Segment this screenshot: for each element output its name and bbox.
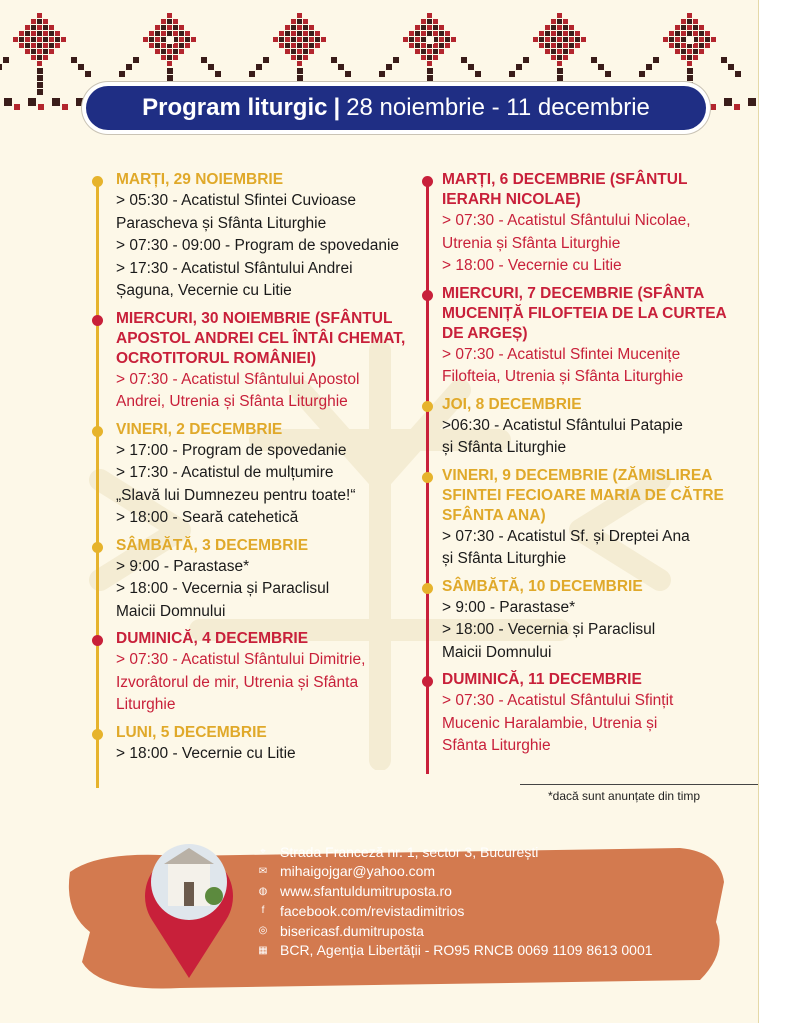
day-title: MIERCURI, 30 NOIEMBRIE (SFÂNTUL APOSTOL ANDREI CEL ÎNTÂI CHEMAT, OCROTITORUL ROMÂNIEI) [116, 309, 406, 367]
day-entry [94, 723, 424, 766]
event-line: Utrenia și Sfânta Liturghie [442, 234, 621, 252]
contact-text[interactable]: mihaigojgar@yahoo.com [280, 863, 436, 880]
event-line: > 07:30 - Acatistul Sf. și Dreptei Ana [442, 527, 690, 545]
day-title: DUMINICĂ, 11 DECEMBRIE [442, 671, 642, 688]
contact-text: Strada Franceză nr. 1, sector 3, București [280, 843, 539, 860]
facebook-icon: f [261, 905, 265, 917]
contact-row [256, 862, 653, 881]
title-banner [86, 86, 706, 130]
event-line: > 18:00 - Vecernie cu Litie [116, 744, 296, 762]
event-line: > 07:30 - Acatistul Sfântului Apostol [116, 370, 360, 388]
event-line: > 07:30 - Acatistul Sfintei Mucenițe [442, 345, 681, 363]
contact-info [256, 842, 653, 961]
day-entry [424, 466, 744, 571]
day-title: MARȚI, 29 NOIEMBRIE [116, 171, 284, 188]
event-line: și Sfânta Liturghie [442, 550, 567, 567]
bank-icon: ▦ [258, 944, 268, 956]
day-entry [94, 170, 424, 303]
footnote: *dacă sunt anunțate din timp [548, 789, 701, 803]
event-line: Andrei, Utrenia și Sfânta Liturghie [116, 393, 348, 410]
day-entry [94, 309, 424, 414]
instagram-icon: ◎ [258, 925, 268, 937]
day-entry [424, 395, 744, 460]
day-entry [94, 629, 424, 717]
event-line: > 07:30 - Acatistul Sfântului Nicolae, [442, 212, 691, 229]
day-title: LUNI, 5 DECEMBRIE [116, 723, 267, 741]
contact-row [256, 842, 653, 861]
globe-icon: ◍ [258, 885, 268, 897]
event-line: Liturghie [116, 696, 176, 713]
contact-text[interactable]: www.sfantuldumitruposta.ro [280, 883, 452, 900]
event-line: Maicii Domnului [116, 602, 226, 620]
day-entry [94, 536, 424, 624]
event-line: > 18:00 - Vecernia și Paraclisul [442, 621, 656, 638]
note-divider [520, 784, 758, 785]
timeline-dot [422, 290, 433, 301]
event-line: > 07:30 - Acatistul Sfântului Dimitrie, [116, 651, 366, 668]
title-separator: | [333, 94, 341, 121]
event-line: Parascheva și Sfânta Liturghie [116, 214, 327, 232]
timeline-dot [92, 176, 103, 187]
day-entry [94, 420, 424, 530]
event-line: > 07:30 - 09:00 - Program de spovedanie [116, 237, 400, 254]
day-entry [424, 577, 744, 665]
day-title: VINERI, 9 DECEMBRIE (ZĂMISLIREA SFINTEI FECIOARE MARIA DE CĂTRE SFÂNTA ANA) [442, 466, 724, 524]
day-title: MIERCURI, 7 DECEMBRIE (SFÂNTA MUCENIȚĂ FILOFTEIA DE LA CURTEA DE ARGEȘ) [442, 284, 727, 342]
timeline-dot [422, 583, 433, 594]
contact-row [256, 941, 653, 960]
contact-row [256, 882, 653, 901]
day-title: DUMINICĂ, 4 DECEMBRIE [116, 630, 309, 647]
day-entry [424, 170, 744, 278]
mail-icon: ✉ [258, 865, 268, 877]
schedule-left-column [94, 170, 424, 771]
timeline-dot [422, 401, 433, 412]
day-title: JOI, 8 DECEMBRIE [442, 395, 582, 413]
timeline-dot [422, 472, 433, 483]
date-range: 28 noiembrie - 11 decembrie [346, 94, 650, 121]
event-line: > 17:30 - Acatistul Sfântului Andrei [116, 259, 353, 277]
day-title: MARȚI, 6 DECEMBRIE (SFÂNTUL IERARH NICOLAE) [442, 171, 688, 208]
event-line: Mucenic Haralambie, Utrenia și [442, 714, 658, 732]
event-line: și Sfânta Liturghie [442, 439, 567, 456]
day-title: SÂMBĂTĂ, 10 DECEMBRIE [442, 577, 643, 595]
timeline-dot [422, 676, 433, 687]
event-line: > 17:30 - Acatistul de mulțumire [116, 464, 334, 481]
event-line: > 07:30 - Acatistul Sfântului Sfințit [442, 692, 674, 709]
event-line: >06:30 - Acatistul Sfântului Patapie [442, 416, 683, 434]
event-line: > 18:00 - Seară catehetică [116, 509, 299, 526]
church-location-pin [134, 830, 244, 980]
timeline-dot [92, 426, 103, 437]
event-line: „Slavă lui Dumnezeu pentru toate!“ [116, 486, 356, 504]
event-line: > 9:00 - Parastase* [116, 557, 250, 575]
day-entry [424, 670, 744, 758]
event-line: > 9:00 - Parastase* [442, 598, 576, 616]
day-entry [424, 284, 744, 389]
event-line: > 05:30 - Acatistul Sfintei Cuvioase [116, 192, 356, 209]
contact-text: BCR, Agenția Libertății - RO95 RNCB 0069 1109 8613 0001 [280, 942, 653, 959]
timeline-dot [92, 635, 103, 646]
event-line: > 18:00 - Vecernie cu Litie [442, 257, 622, 274]
event-line: > 18:00 - Vecernia și Paraclisul [116, 580, 330, 597]
event-line: Șaguna, Vecernie cu Litie [116, 282, 292, 299]
contact-text[interactable]: facebook.com/revistadimitrios [280, 902, 465, 919]
day-title: VINERI, 2 DECEMBRIE [116, 420, 283, 438]
event-line: Izvorâtorul de mir, Utrenia și Sfânta [116, 673, 359, 691]
event-line: Filofteia, Utrenia și Sfânta Liturghie [442, 368, 684, 385]
page-title: Program liturgic [142, 94, 328, 121]
event-line: Sfânta Liturghie [442, 737, 551, 754]
day-title: SÂMBĂTĂ, 3 DECEMBRIE [116, 536, 309, 554]
location-icon: ⌖ [260, 846, 266, 857]
timeline-dot [422, 176, 433, 187]
contact-row [256, 901, 653, 920]
contact-text[interactable]: bisericasf.dumitruposta [280, 922, 424, 939]
timeline-dot [92, 542, 103, 553]
timeline-dot [92, 315, 103, 326]
event-line: Maicii Domnului [442, 643, 552, 661]
contact-row [256, 921, 653, 940]
timeline-dot [92, 729, 103, 740]
schedule-right-column [424, 170, 744, 764]
event-line: > 17:00 - Program de spovedanie [116, 441, 347, 459]
